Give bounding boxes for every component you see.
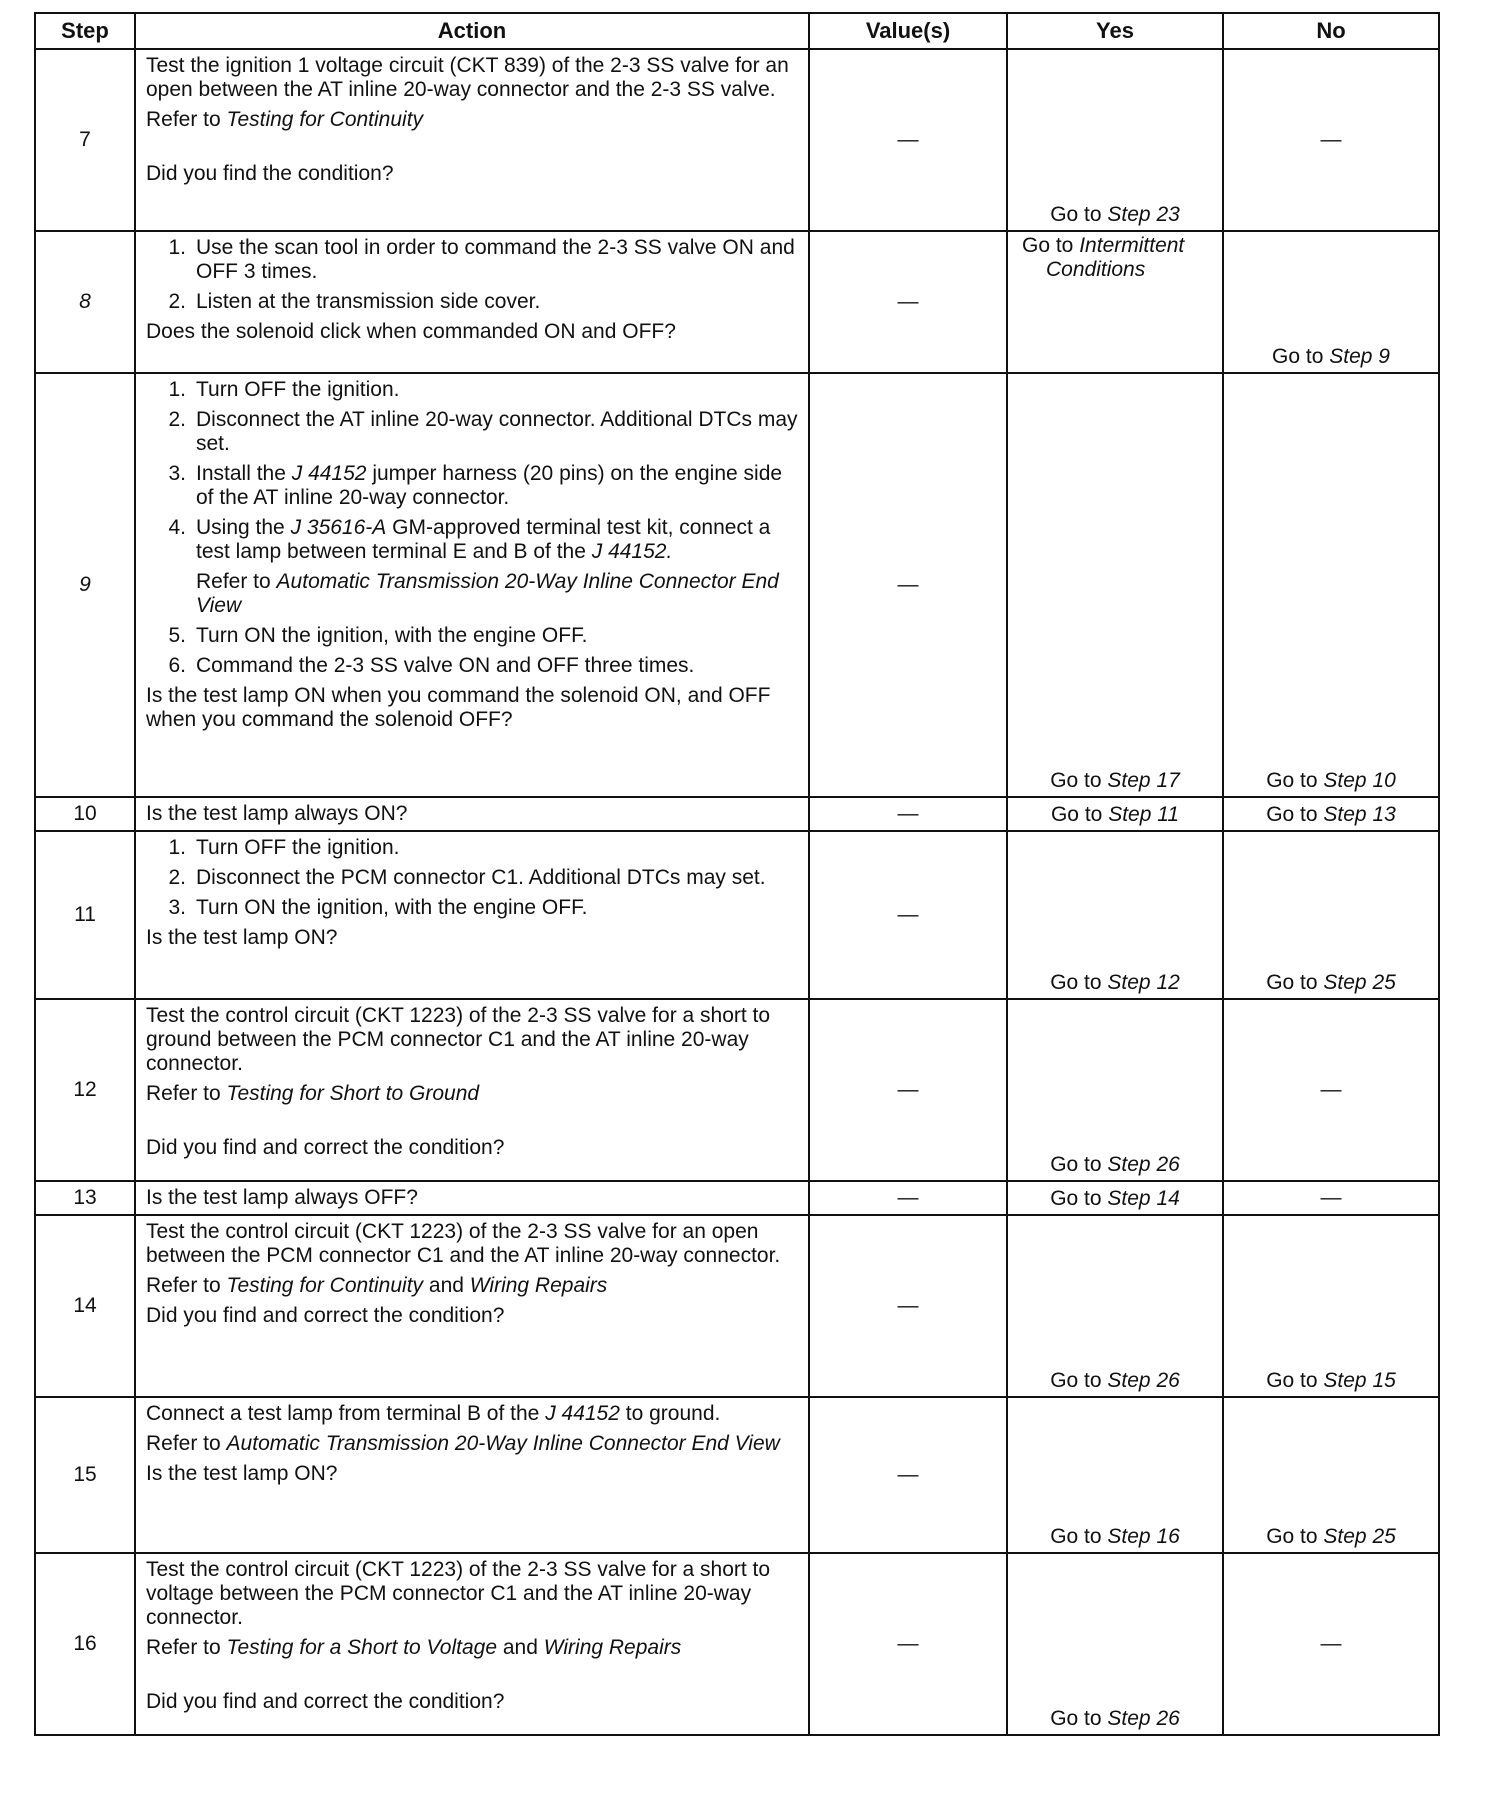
action-text: Test the control circuit (CKT 1223) of the 2-3 SS valve for a short to voltage between the PCM connector C1 and the AT inline 20-way connector.: [146, 1558, 771, 1629]
action-text: Test the control circuit (CKT 1223) of the 2-3 SS valve for a short to ground between the PCM connector C1 and the AT inline 20-way connector.: [146, 1004, 771, 1075]
step-number: 8: [35, 231, 135, 373]
action-text: Connect a test lamp from terminal B of the: [146, 1402, 540, 1425]
header-no: No: [1223, 13, 1439, 49]
no-cell: [1223, 797, 1439, 831]
step-number: 9: [35, 373, 135, 797]
table-row-step-14: [35, 1215, 1439, 1397]
yes-cell: [1007, 1397, 1223, 1553]
diagnostic-table: [34, 12, 1440, 1736]
value-dash: —: [809, 1215, 1007, 1397]
step-number: 15: [35, 1397, 135, 1553]
action-item: Listen at the transmission side cover.: [196, 290, 541, 313]
action-item: Turn ON the ignition, with the engine OFF.: [196, 624, 588, 647]
value-dash: —: [809, 1181, 1007, 1215]
reference-link[interactable]: Testing for Short to Ground: [226, 1082, 480, 1105]
refer-to-text: Refer to: [146, 1636, 221, 1659]
goto-text: Go to: [1266, 1369, 1318, 1392]
action-cell: 1. Use the scan tool in order to command the 2-3 SS valve ON and OFF 3 times. 2. Listen at the transmission side cover. Does the solenoid click when commanded ON and OFF?: [135, 231, 809, 373]
goto-text: Go to: [1266, 1525, 1318, 1548]
action-item: Using the J 35616-A GM-approved terminal test kit, connect a test lamp between terminal E and B of the J 44152.: [196, 516, 771, 563]
action-item: Disconnect the PCM connector C1. Additional DTCs may set.: [196, 866, 766, 889]
table-row-step-13: [35, 1181, 1439, 1215]
table-row-step-10: [35, 797, 1439, 831]
yes-cell: [1007, 49, 1223, 231]
table-row-step-7: [35, 49, 1439, 231]
goto-step-link[interactable]: Step 14: [1107, 1187, 1180, 1210]
no-cell: [1223, 1215, 1439, 1397]
action-item: Command the 2-3 SS valve ON and OFF three times.: [196, 654, 695, 677]
question-text: Is the test lamp ON?: [146, 1462, 338, 1485]
reference-link[interactable]: Automatic Transmission 20-Way Inline Connector End View: [196, 570, 779, 617]
refer-to-text: Refer to: [146, 1082, 221, 1105]
goto-step-link[interactable]: Step 12: [1107, 971, 1180, 994]
goto-text: Go to: [1266, 769, 1318, 792]
no-dash: —: [1223, 1181, 1439, 1215]
action-cell: [135, 797, 809, 831]
yes-cell: [1007, 831, 1223, 999]
table-row-step-9: [35, 373, 1439, 797]
goto-text: Go to: [1266, 803, 1318, 826]
goto-text: Go to: [1050, 203, 1102, 226]
no-cell: [1223, 231, 1439, 373]
refer-to-text: Refer to: [146, 1274, 221, 1297]
goto-text: Go to: [1050, 803, 1103, 826]
value-dash: —: [809, 797, 1007, 831]
question-text: Is the test lamp always OFF?: [146, 1186, 418, 1209]
header-yes: Yes: [1007, 13, 1223, 49]
goto-step-link[interactable]: Step 15: [1323, 1369, 1396, 1392]
value-dash: —: [809, 231, 1007, 373]
action-item: Turn ON the ignition, with the engine OFF.: [196, 896, 588, 919]
goto-text: Go to: [1050, 769, 1102, 792]
refer-to-text: Refer to: [196, 570, 271, 593]
step-number: 16: [35, 1553, 135, 1735]
question-text: Is the test lamp ON?: [146, 926, 338, 949]
goto-text: Go to: [1050, 1153, 1102, 1176]
question-text: Did you find and correct the condition?: [146, 1690, 505, 1713]
tool-ref: J 44152.: [591, 540, 673, 563]
reference-link[interactable]: Wiring Repairs: [469, 1274, 608, 1297]
step-number: 11: [35, 831, 135, 999]
action-text: Test the ignition 1 voltage circuit (CKT 839) of the 2-3 SS valve for an open between the AT inline 20-way connector and the 2-3 SS valve.: [146, 54, 789, 101]
table-row-step-11: [35, 831, 1439, 999]
value-dash: —: [809, 373, 1007, 797]
action-cell: 1. Turn OFF the ignition. 2. Disconnect the PCM connector C1. Additional DTCs may set. 3. Turn ON the ignition, with the engine OFF. Is the test lamp ON?: [135, 831, 809, 999]
refer-to-text: Refer to: [146, 1432, 221, 1455]
tool-ref: J 35616-A: [290, 516, 387, 539]
goto-text: Go to: [1050, 971, 1102, 994]
header-values: Value(s): [809, 13, 1007, 49]
goto-step-link[interactable]: Step 13: [1323, 803, 1396, 826]
action-item: Install the J 44152 jumper harness (20 pins) on the engine side of the AT inline 20-way connector.: [196, 462, 783, 509]
yes-cell: [1007, 1553, 1223, 1735]
yes-cell: [1007, 797, 1223, 831]
goto-step-link[interactable]: Step 26: [1107, 1369, 1180, 1392]
tool-ref: J 44152: [545, 1402, 620, 1425]
no-cell: [1223, 373, 1439, 797]
question-text: Is the test lamp ON when you command the solenoid ON, and OFF when you command the solenoid OFF?: [146, 684, 771, 731]
action-item: Use the scan tool in order to command the 2-3 SS valve ON and OFF 3 times.: [196, 236, 795, 283]
goto-step-link[interactable]: Step 25: [1323, 1525, 1396, 1548]
reference-link[interactable]: Testing for Continuity: [226, 108, 424, 131]
goto-step-link[interactable]: Step 25: [1323, 971, 1396, 994]
no-dash: —: [1223, 999, 1439, 1181]
action-text: Test the control circuit (CKT 1223) of the 2-3 SS valve for an open between the PCM connector C1 and the AT inline 20-way connector.: [146, 1220, 781, 1267]
goto-text: Go to: [1050, 1369, 1102, 1392]
goto-text: Go to: [1272, 345, 1324, 368]
goto-text: Go to: [1022, 234, 1074, 257]
action-item: Turn OFF the ignition.: [196, 836, 400, 859]
goto-text: Go to: [1050, 1187, 1102, 1210]
action-cell: Test the control circuit (CKT 1223) of the 2-3 SS valve for an open between the PCM connector C1 and the AT inline 20-way connector. Refer to Testing for Continuity and Wiring Repairs Did you find and correct the condition?: [135, 1215, 809, 1397]
header-action: Action: [135, 13, 809, 49]
goto-link[interactable]: Intermittent: [1079, 234, 1185, 257]
action-cell: 1. Turn OFF the ignition. 2. Disconnect the AT inline 20-way connector. Additional DTCs may set. 3. Install the J 44152 jumper harness (20 pins) on the engine side of the AT inline 20-way connector. 4. Using the J 35616-A GM-approved terminal test kit, connect a test lamp between terminal E and B of the J 44152. Refer to Automatic Transmission 20-Way Inline Connector End View 5. Turn ON the ignition, with the engine OFF. 6. Command the 2-3 SS valve ON and OFF three times. Is the test lamp ON when you command the solenoid ON, and OFF when you command the solenoid OFF?: [135, 373, 809, 797]
goto-step-link[interactable]: Step 23: [1107, 203, 1180, 226]
step-number: 12: [35, 999, 135, 1181]
no-dash: —: [1223, 49, 1439, 231]
goto-text: Go to: [1266, 971, 1318, 994]
action-cell: [135, 999, 809, 1181]
tool-ref: J 44152: [291, 462, 367, 485]
header-step: Step: [35, 13, 135, 49]
question-text: Did you find and correct the condition?: [146, 1136, 505, 1159]
action-cell: [135, 1181, 809, 1215]
reference-link[interactable]: Testing for a Short to Voltage: [226, 1636, 497, 1659]
goto-step-link[interactable]: Step 11: [1108, 803, 1180, 826]
question-text: Did you find and correct the condition?: [146, 1304, 505, 1327]
question-text: Did you find the condition?: [146, 162, 394, 185]
value-dash: —: [809, 831, 1007, 999]
reference-link[interactable]: Automatic Transmission 20-Way Inline Connector End View: [226, 1432, 780, 1455]
goto-step-link[interactable]: Step 26: [1107, 1707, 1180, 1730]
yes-cell: [1007, 1215, 1223, 1397]
step-number: 10: [35, 797, 135, 831]
value-dash: —: [809, 49, 1007, 231]
value-dash: —: [809, 999, 1007, 1181]
goto-step-link[interactable]: Step 10: [1323, 769, 1396, 792]
table-row-step-8: [35, 231, 1439, 373]
value-dash: —: [809, 1553, 1007, 1735]
header-row: [35, 13, 1439, 49]
action-item: Disconnect the AT inline 20-way connector. Additional DTCs may set.: [196, 408, 798, 455]
action-cell: Test the control circuit (CKT 1223) of the 2-3 SS valve for a short to voltage between the PCM connector C1 and the AT inline 20-way connector. Refer to Testing for a Short to Voltage and Wiring Repairs Did you find and correct the condition?: [135, 1553, 809, 1735]
step-number: 13: [35, 1181, 135, 1215]
reference-link[interactable]: Testing for Continuity: [226, 1274, 424, 1297]
yes-cell: [1007, 1181, 1223, 1215]
goto-step-link[interactable]: Step 26: [1107, 1153, 1180, 1176]
goto-step-link[interactable]: Step 9: [1329, 345, 1390, 368]
goto-step-link[interactable]: Step 16: [1107, 1525, 1180, 1548]
step-number: 14: [35, 1215, 135, 1397]
step-number: 7: [35, 49, 135, 231]
yes-cell: [1007, 231, 1223, 373]
table-row-step-12: [35, 999, 1439, 1181]
reference-link[interactable]: Wiring Repairs: [543, 1636, 682, 1659]
no-cell: [1223, 831, 1439, 999]
action-item: Turn OFF the ignition.: [196, 378, 400, 401]
table-row-step-15: [35, 1397, 1439, 1553]
goto-step-link[interactable]: Step 17: [1107, 769, 1180, 792]
no-cell: [1223, 1397, 1439, 1553]
question-text: Does the solenoid click when commanded ON and OFF?: [146, 320, 676, 343]
goto-link-line2[interactable]: Conditions: [1046, 258, 1146, 281]
value-dash: —: [809, 1397, 1007, 1553]
refer-to-text: Refer to: [146, 108, 221, 131]
yes-cell: [1007, 999, 1223, 1181]
action-cell: [135, 49, 809, 231]
goto-text: Go to: [1050, 1707, 1102, 1730]
goto-text: Go to: [1050, 1525, 1102, 1548]
table-row-step-16: [35, 1553, 1439, 1735]
question-text: Is the test lamp always ON?: [146, 802, 408, 825]
action-cell: Connect a test lamp from terminal B of the J 44152 to ground. Refer to Automatic Transmission 20-Way Inline Connector End View Is the test lamp ON?: [135, 1397, 809, 1553]
no-dash: —: [1223, 1553, 1439, 1735]
yes-cell: [1007, 373, 1223, 797]
